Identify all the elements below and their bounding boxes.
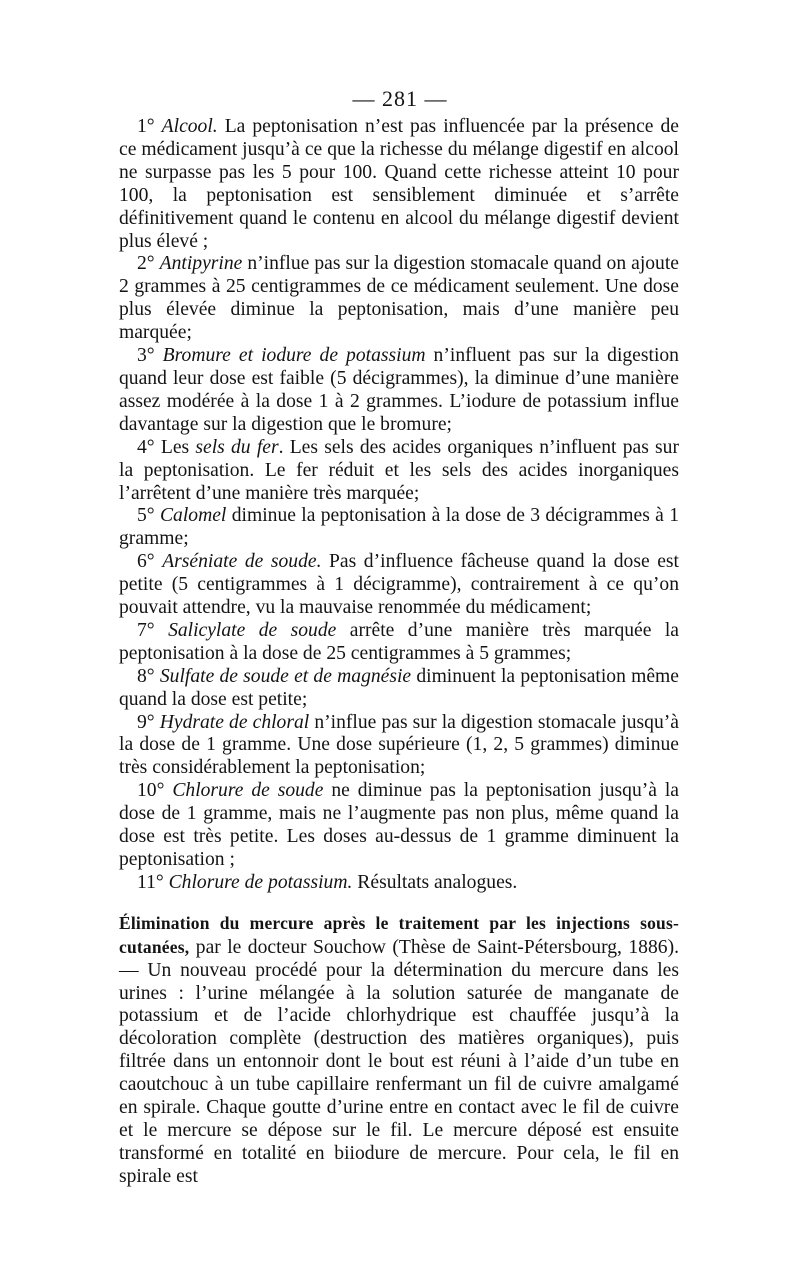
item-title: Bromure et iodure de potassium bbox=[162, 345, 426, 367]
item-text: n’influe pas sur la digestion stomacale quand on ajoute 2 grammes à 25 centigrammes de ce médicament seulement. Une dose plus élevée diminue la peptonisation, mais d’une manière peu marquée; bbox=[119, 253, 679, 344]
item-title: Sulfate de soude et de magnésie bbox=[159, 665, 412, 687]
item-number: 9° bbox=[137, 711, 155, 733]
page-number: — 281 — bbox=[352, 86, 448, 111]
list-item bbox=[119, 620, 679, 666]
list-item bbox=[119, 666, 679, 712]
item-number: 3° bbox=[137, 345, 155, 367]
item-number: 4° bbox=[137, 436, 155, 458]
section-heading: Élimination du mercure après le traitement par les injections sous-cutanées, bbox=[119, 912, 679, 957]
item-text: ne diminue pas la peptonisation jusqu’à la dose de 1 gramme, mais ne l’augmente pas non plus, même quand la dose est très petite. Les doses au-dessus de 1 gramme diminuent la peptonisation ; bbox=[119, 780, 679, 870]
item-title: sels du fer bbox=[195, 436, 279, 458]
item-text: n’influent pas sur la digestion quand leur dose est faible (5 décigrammes), la diminue d’une manière assez modérée à la dose 1 à 2 grammes. L’iodure de potassium influe davantage sur la digestion que le bromure; bbox=[119, 345, 679, 435]
list-item bbox=[119, 712, 679, 781]
section-body: par le docteur Souchow (Thèse de Saint-Pétersbourg, 1886). — Un nouveau procédé pour la détermination du mercure dans les urines : l’urine mélangée à la solution saturée de manganate de potassium et de l’acide chlorhydrique est chauffée jusqu’à la décoloration complète (destruction des matières organiques), puis filtrée dans un entonnoir dont le bout est réuni à l’aide d’un tube en caoutchouc à un tube capillaire renfermant un fil de cuivre amalgamé en spirale. Chaque goutte d’urine entre en contact avec le fil de cuivre et le mercure se dépose sur le fil. Le mercure déposé est ensuite transformé en totalité en biiodure de mercure. Pour cela, le fil en spirale est bbox=[119, 936, 679, 1187]
section-paragraph bbox=[119, 912, 679, 1189]
item-title: Arséniate de soude. bbox=[162, 551, 322, 573]
item-number: 2° bbox=[137, 253, 155, 275]
item-title: Chlorure de potassium. bbox=[168, 871, 353, 893]
item-title: Alcool. bbox=[161, 116, 218, 137]
item-number: 6° bbox=[137, 551, 155, 573]
list-item bbox=[119, 872, 679, 895]
item-text: Résultats analogues. bbox=[352, 871, 518, 893]
item-number: 5° bbox=[137, 505, 155, 527]
item-title: Chlorure de soude bbox=[172, 780, 324, 802]
item-text: arrête d’une manière très marquée la peptonisation à la dose de 25 centigrammes à 5 grammes; bbox=[119, 619, 680, 664]
item-number: 11° bbox=[137, 871, 164, 893]
list-item bbox=[119, 780, 679, 872]
list-item bbox=[119, 505, 679, 551]
item-text: . Les sels des acides organiques n’influent pas sur la peptonisation. Le fer réduit et les sels des acides inorganiques l’arrêtent d’une manière très marquée; bbox=[119, 436, 679, 504]
item-title: Hydrate de chloral bbox=[159, 711, 310, 733]
list-item bbox=[119, 116, 679, 253]
item-text: n’influe pas sur la digestion stomacale jusqu’à la dose de 1 gramme. Une dose supérieure (1, 2, 5 grammes) diminue très considérablement la peptonisation; bbox=[119, 711, 679, 779]
list-item bbox=[119, 437, 679, 506]
item-text: Pas d’influence fâcheuse quand la dose est petite (5 centigrammes à 1 décigramme), contrairement à ce qu’on pouvait attendre, vu la mauvaise renommée du médicament; bbox=[119, 551, 679, 619]
list-item bbox=[119, 253, 679, 345]
item-text: La peptonisation n’est pas influencée par la présence de ce médicament jusqu’à ce que la richesse du mélange digestif en alcool ne surpasse pas les 5 pour 100. Quand cette richesse atteint 10 pour 100, la peptonisation est sensiblement diminuée et s’arrête définitivement quand le contenu en alcool du mélange digestif devient plus élevé ; bbox=[119, 116, 679, 252]
item-number: 10° bbox=[137, 780, 165, 802]
list-item bbox=[119, 345, 679, 437]
item-text: diminue la peptonisation à la dose de 3 décigrammes à 1 gramme; bbox=[119, 505, 679, 550]
item-number: 8° bbox=[137, 665, 155, 687]
item-number: 7° bbox=[137, 619, 155, 641]
item-title: Salicylate de soude bbox=[168, 619, 337, 641]
body-text bbox=[119, 116, 679, 1189]
item-title: Antipyrine bbox=[159, 253, 243, 275]
item-number: 1° bbox=[137, 116, 155, 137]
item-prefix: Les bbox=[154, 436, 196, 458]
item-title: Calomel bbox=[159, 505, 227, 527]
item-text: diminuent la peptonisation même quand la dose est petite; bbox=[119, 665, 679, 710]
list-item bbox=[119, 551, 679, 620]
